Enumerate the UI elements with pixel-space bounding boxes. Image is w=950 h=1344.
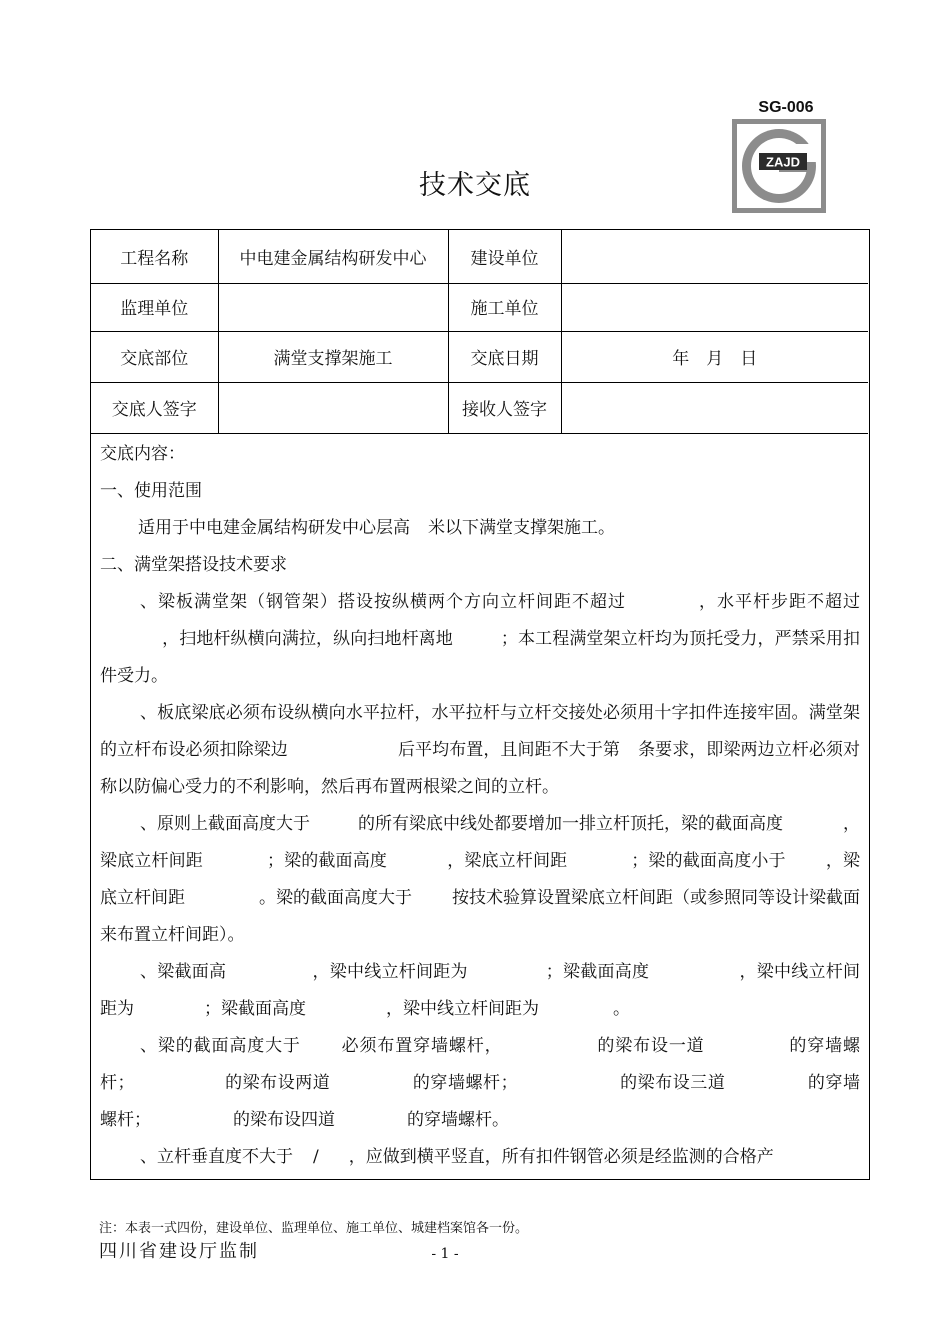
- project-name-label: 工程名称: [91, 230, 218, 283]
- project-name-value: 中电建金属结构研发中心: [218, 230, 448, 283]
- briefing-part-label: 交底部位: [91, 331, 218, 382]
- project-info-table: [91, 230, 868, 434]
- item-1: 、梁板满堂架（钢管架）搭设按纵横两个方向立杆间距不超过 ，水平杆步距不超过，扫地杆纵横向满拉，纵向扫地杆离地 ；本工程满堂架立杆均为顶托受力，严禁采用扣件受力。: [100, 592, 861, 686]
- document-title: 技术交底: [419, 170, 531, 201]
- item-2: 、板底梁底必须布设纵横向水平拉杆，水平拉杆与立杆交接处必须用十字扣件连接牢固。满堂架的立杆布设必须扣除梁边 后平均布置，且间距不大于第 条要求，即梁两边立杆必须对称以防偏心受力的不利影响，然后再布置两根梁之间的立杆。: [100, 703, 861, 797]
- section2-title: 二、满堂架搭设技术要求: [100, 555, 287, 575]
- technical-briefing-form: [90, 229, 870, 1180]
- briefing-part-value: 满堂支撑架施工: [218, 331, 448, 382]
- item-5: 、梁的截面高度大于 必须布置穿墙螺杆， 的梁布设一道 的穿墙螺杆； 的梁布设两道 的穿墙螺杆； 的梁布设三道 的穿墙螺杆； 的梁布设四道 的穿墙螺杆。: [100, 1036, 861, 1130]
- supervision-unit-value: [218, 283, 448, 331]
- briefing-date-label: 交底日期: [448, 331, 561, 382]
- receiver-signature-value: [561, 382, 868, 433]
- issuer-label: 四川省建设厅监制: [99, 1241, 259, 1262]
- page-number: - 1 -: [431, 1246, 459, 1262]
- form-code: SG-006: [758, 99, 814, 116]
- construction-unit-label: 建设单位: [448, 230, 561, 283]
- section1-title: 一、使用范围: [100, 481, 202, 501]
- construction-unit-value: [561, 230, 868, 283]
- logo-text: ZAJD: [766, 154, 800, 170]
- briefing-date-value: 年 月 日: [561, 331, 868, 382]
- item-6: 、立杆垂直度不大于 / ，应做到横平竖直，所有扣件钢管必须是经监测的合格产: [140, 1147, 774, 1167]
- contractor-unit-value: [561, 283, 868, 331]
- briefing-content: [100, 436, 860, 1176]
- receiver-signature-label: 接收人签字: [448, 382, 561, 433]
- briefer-signature-value: [218, 382, 448, 433]
- item-3: 、原则上截面高度大于 的所有梁底中线处都要增加一排立杆顶托，梁的截面高度 ，梁底立杆间距 ；梁的截面高度 ，梁底立杆间距 ；梁的截面高度小于 ，梁底立杆间距 。梁的截面高度大于 按技术验算设置梁底立杆间距（或参照同等设计梁截面来布置立杆间距）。: [100, 814, 860, 945]
- item-4: 、梁截面高 ，梁中线立杆间距为 ；梁截面高度 ，梁中线立杆间距为 ；梁截面高度 ，梁中线立杆间距为 。: [100, 962, 860, 1019]
- briefer-signature-label: 交底人签字: [91, 382, 218, 433]
- content-heading: 交底内容：: [100, 444, 185, 464]
- section1-paragraph: 适用于中电建金属结构研发中心层高 米以下满堂支撑架施工。: [138, 518, 615, 538]
- footer-note: 注：本表一式四份，建设单位、监理单位、施工单位、城建档案馆各一份。: [99, 1221, 529, 1236]
- contractor-unit-label: 施工单位: [448, 283, 561, 331]
- supervision-unit-label: 监理单位: [91, 283, 218, 331]
